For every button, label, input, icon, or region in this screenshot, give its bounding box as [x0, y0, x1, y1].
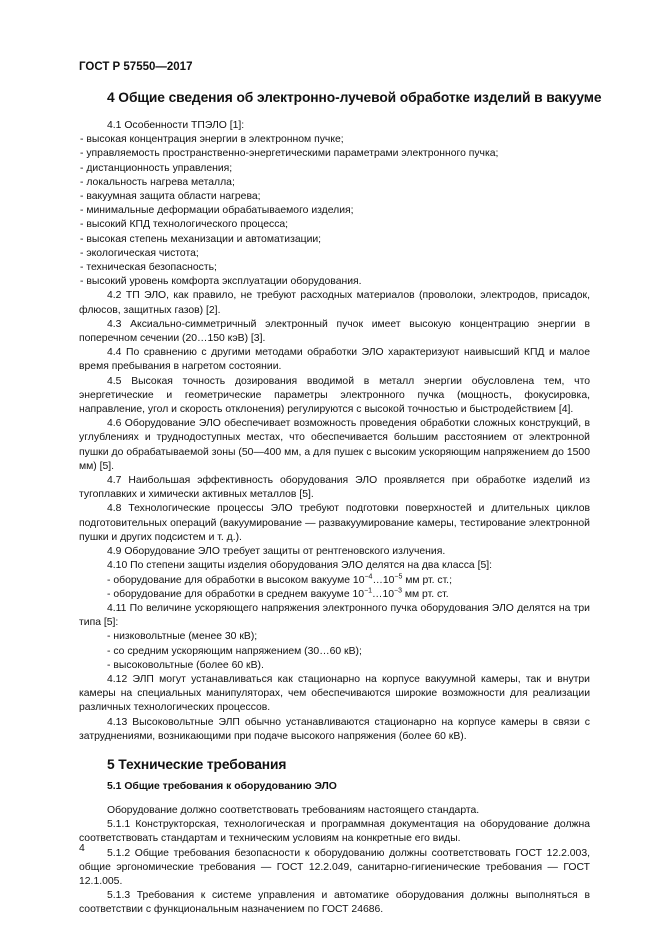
vacuum-class-high: - оборудование для обработки в высоком вакууме $10^{-4}\dots 10^{-5}$ мм рт. ст.; [107, 573, 452, 586]
subsection-5-1-title: 5.1 Общие требования к оборудованию ЭЛО [107, 780, 337, 792]
paragraph-4-3: 4.3 Аксиально-симметричный электронный пучок имеет высокую концентрацию энергии в поперечном сечении (20…150 кэВ) [3]. [79, 318, 590, 345]
paragraph-4-8: 4.8 Технологические процессы ЭЛО требуют подготовки поверхностей и длительных циклов подготовительных операций (вакуумирование — развакуумирование камеры, тестирование электронной пушки и других подсистем и т. д.). [79, 503, 590, 543]
feature-item: - высокий уровень комфорта эксплуатации оборудования. [80, 276, 362, 288]
feature-item: - высокая степень механизации и автоматизации; [80, 233, 322, 245]
feature-item: - высокий КПД технологического процесса; [80, 219, 289, 231]
paragraph-4-11-line2: типа [5]: [79, 617, 119, 629]
voltage-type-item: - низковольтные (менее 30 кВ); [107, 631, 258, 643]
paragraph-4-6: 4.6 Оборудование ЭЛО обеспечивает возможность проведения обработки сложных конструкций, в углублениях и труднодоступных местах, что обеспечивается большим расстоянием от электронной пушки до обрабатываемой зоны (50—400 мм, а для пушек с высоким ускоряющим напряжением до 1500 мм) [5]. [79, 418, 590, 472]
paragraph-4-11-line1: 4.11 По величине ускоряющего напряжения электронного пучка оборудования ЭЛО делятся на три [107, 602, 590, 614]
paragraph-4-7: 4.7 Наибольшая эффективность оборудования ЭЛО проявляется при обработке изделий из тугоплавких и химически активных металлов [5]. [79, 475, 590, 501]
paragraph-4-12: 4.12 ЭЛП могут устанавливаться как стационарно на корпусе вакуумной камеры, так и внутри камеры на специальных манипуляторах, чем обеспечиваются широкие возможности для реализации различных технологических процессов. [79, 673, 590, 714]
paragraph-5-1-1: 5.1.1 Конструкторская, технологическая и программная документация на оборудование должна соответствовать стандартам и техническим условиям на конкретные его виды. [79, 819, 590, 845]
feature-item: - управляемость пространственно-энергетическими параметрами электронного пучка; [80, 148, 499, 160]
document-code: ГОСТ Р 57550—2017 [79, 61, 193, 73]
page-number: 4 [79, 843, 85, 854]
section-4-title: 4 Общие сведения об электронно-лучевой обработке изделий в вакууме [107, 90, 602, 105]
section-5-title: 5 Технические требования [107, 756, 287, 772]
paragraph-4-5: 4.5 Высокая точность дозирования вводимой в металл энергии обусловлена тем, что энергетические и геометрические параметры электронного пучка (мощность, фокусировка, направление, угол и скорость отклонения) регулируются с высокой точностью и быстродействием [4]. [79, 375, 590, 416]
feature-item: - высокая концентрация энергии в электронном пучке; [80, 134, 344, 146]
paragraph-4-9: 4.9 Оборудование ЭЛО требует защиты от рентгеновского излучения. [107, 546, 446, 558]
paragraph-5-1-3: 5.1.3 Требования к системе управления и автоматике оборудования должны выполняться в соответствии с функциональным назначением по ГОСТ 24686. [79, 890, 590, 916]
paragraph-4-10: 4.10 По степени защиты изделия оборудования ЭЛО делятся на два класса [5]: [107, 560, 493, 572]
feature-item: - экологическая чистота; [80, 247, 199, 259]
voltage-type-item: - со средним ускоряющим напряжением (30…60 кВ); [107, 645, 362, 657]
paragraph-4-13: 4.13 Высоковольтные ЭЛП обычно устанавливаются стационарно на корпусе камеры в связи с затруднениями, возникающими при подаче высокого напряжения (более 60 кВ). [79, 716, 590, 742]
feature-item: - локальность нагрева металла; [80, 176, 235, 188]
feature-item: - минимальные деформации обрабатываемого изделия; [80, 205, 354, 217]
paragraph-4-2: 4.2 ТП ЭЛО, как правило, не требуют расходных материалов (проволоки, электродов, присадок, флюсов, защитных газов) [2]. [79, 290, 590, 316]
feature-item: - техническая безопасность; [80, 262, 217, 274]
paragraph-5-1-intro: Оборудование должно соответствовать требованиям настоящего стандарта. [107, 804, 480, 816]
paragraph-4-4: 4.4 По сравнению с другими методами обработки ЭЛО характеризуют наивысший КПД и малое время пребывания в нагретом состоянии. [79, 347, 590, 373]
paragraph-5-1-2: 5.1.2 Общие требования безопасности к оборудованию должны соответствовать ГОСТ 12.2.003, общие эргономические требования — ГОСТ 12.2.049, санитарно-гигиенические требования — ГОСТ 12.1.005. [79, 847, 590, 887]
page-content [79, 89, 602, 918]
vacuum-class-medium: - оборудование для обработки в среднем вакууме $10^{-1}\dots 10^{-3}$ мм рт. ст. [107, 587, 449, 600]
feature-item: - вакуумная защита области нагрева; [80, 191, 261, 203]
feature-item: - дистанционность управления; [80, 162, 233, 174]
paragraph-4-1: 4.1 Особенности ТПЭЛО [1]: [107, 120, 245, 131]
voltage-type-item: - высоковольтные (более 60 кВ). [107, 659, 264, 671]
